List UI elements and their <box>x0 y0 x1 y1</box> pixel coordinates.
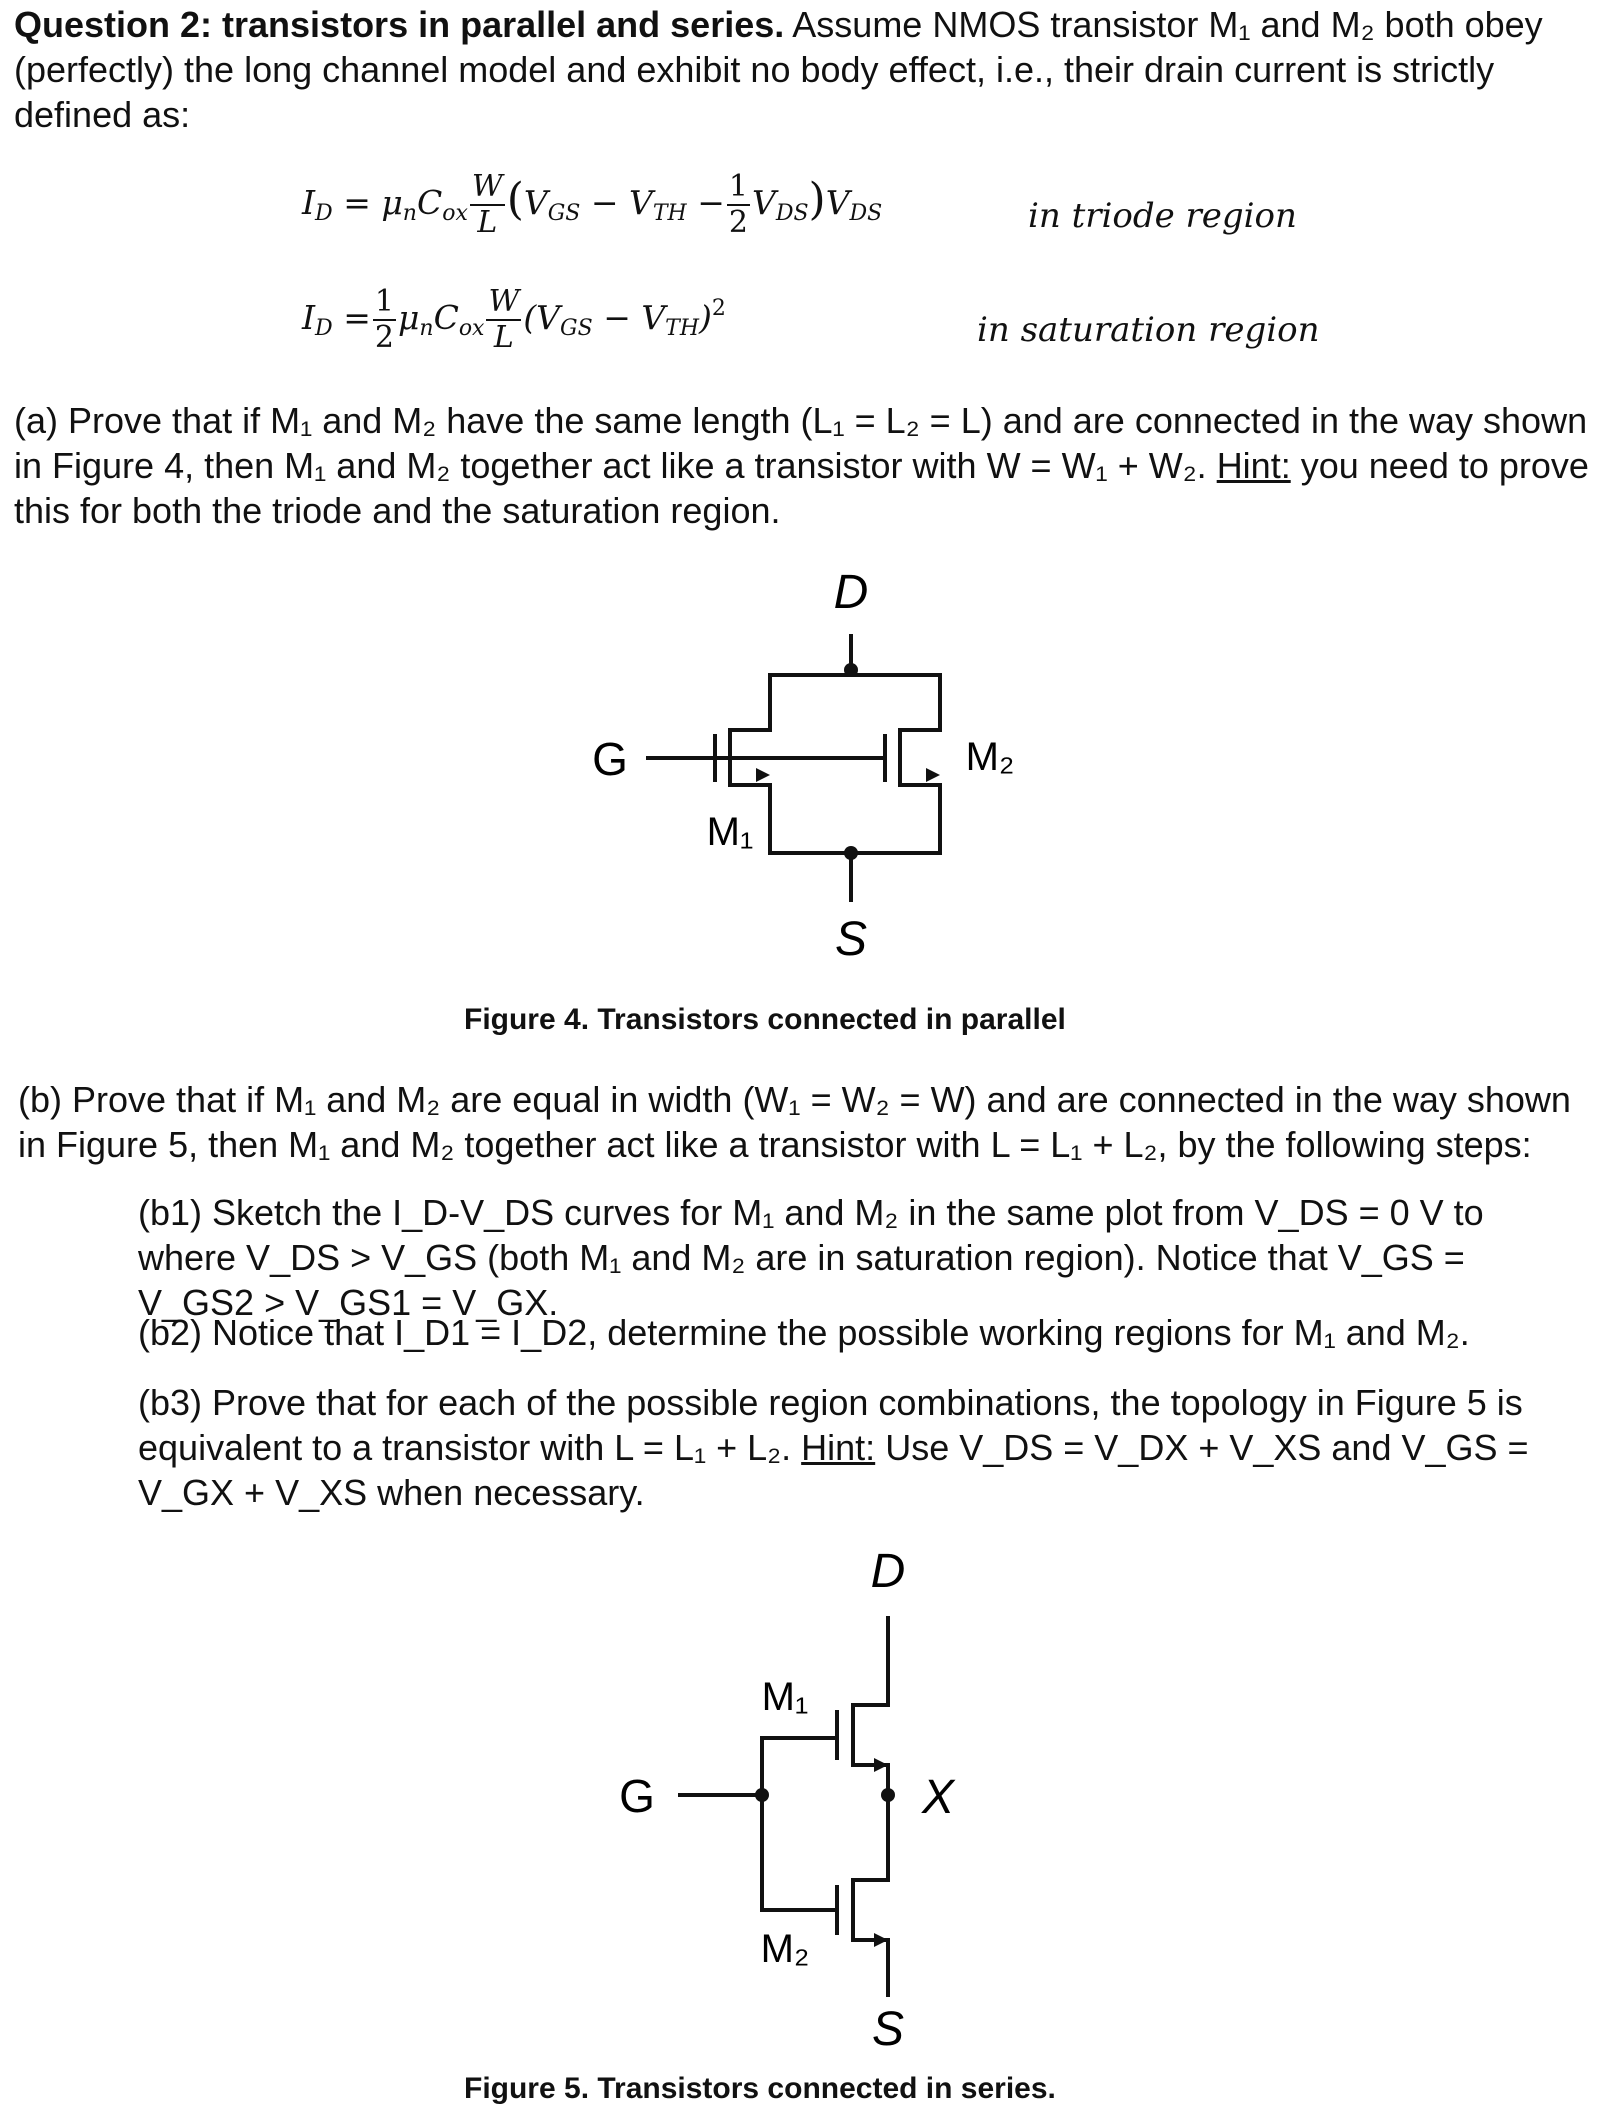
part-b3-hint-label: Hint: <box>801 1427 876 1468</box>
fig5-x-node <box>881 1788 895 1802</box>
fig4-label-s: S <box>834 913 868 966</box>
part-b-text: (b) Prove that if M₁ and M₂ are equal in width (W₁ = W₂ = W) and are connected in the way shown in Figure 5, then M₁ and M₂ together act like a transistor with L = L₁ + L₂, by the following steps: <box>18 1079 1571 1165</box>
part-a-text-1: (a) Prove that if M₁ and M₂ have the same length (L₁ = L₂ = L) and are connected in the way shown in Figure 4, then M₁ and M₂ together act like a transistor with W = W₁ + W₂. <box>14 400 1588 486</box>
fig5-label-g: G <box>619 1770 655 1822</box>
fig5-label-m2: M₂ <box>760 1927 810 1971</box>
fig4-label-g: G <box>592 733 628 785</box>
part-b3-text-2: Use V_DS = V_DX + V_XS and V_GS = V_GX + V_XS when necessary. <box>138 1427 1529 1513</box>
saturation-equation: $I_D$ = $\frac{1}{2}$ $\mu_nC_{ox}$ $\frac{W}{L}$ $(V_{GS} - V_{TH})^2$ <box>302 284 726 355</box>
fig4-label-d: D <box>833 566 869 619</box>
question-body: Assume NMOS transistor M₁ and M₂ both obey (perfectly) the long channel model and exhibit no body effect, i.e., their drain current is strictly defined as: <box>14 4 1543 135</box>
fig5-label-m1: M₁ <box>761 1675 809 1719</box>
fig5-m1-arrow <box>874 1758 888 1772</box>
fig5-gate-node <box>755 1788 769 1802</box>
part-a-text-2: you need to prove this for both the triode and the saturation region. <box>14 445 1589 531</box>
figure-5-caption: Figure 5. Transistors connected in series. <box>464 2072 1056 2105</box>
fig5-m2-arrow <box>874 1933 888 1947</box>
triode-region-label: in triode region <box>1028 196 1297 236</box>
part-b2-text: (b2) Notice that I_D1 = I_D2, determine the possible working regions for M₁ and M₂. <box>138 1312 1470 1353</box>
fig5-label-s: S <box>871 2003 905 2056</box>
figure-4-caption: Figure 4. Transistors connected in parallel <box>464 1003 1066 1036</box>
part-b3-text-1: (b3) Prove that for each of the possible region combinations, the topology in Figure 5 is equivalent to a transistor with L = L₁ + L₂. <box>138 1382 1523 1468</box>
triode-equation: $I_D = \mu_nC_{ox}$ $\frac{W}{L}$ ($V_{GS} - V_{TH}$ − $\frac{1}{2}$ $V_{DS})V_{DS}$ <box>302 169 883 240</box>
fig4-label-m2: M₂ <box>965 735 1015 779</box>
part-a-hint-label: Hint: <box>1216 445 1291 486</box>
question-title: Question 2: transistors in parallel and series. <box>14 4 785 45</box>
fig5-label-d: D <box>870 1545 906 1598</box>
saturation-region-label: in saturation region <box>977 310 1320 350</box>
part-b1-text: (b1) Sketch the I_D-V_DS curves for M₁ and M₂ in the same plot from V_DS = 0 V to where V_DS > V_GS (both M₁ and M₂ are in saturation region). Notice that V_GS = V_GS2 > V_GS1 = V_GX. <box>138 1192 1484 1323</box>
fig4-label-m1: M₁ <box>706 810 754 854</box>
fig5-label-x: X <box>921 1771 955 1824</box>
